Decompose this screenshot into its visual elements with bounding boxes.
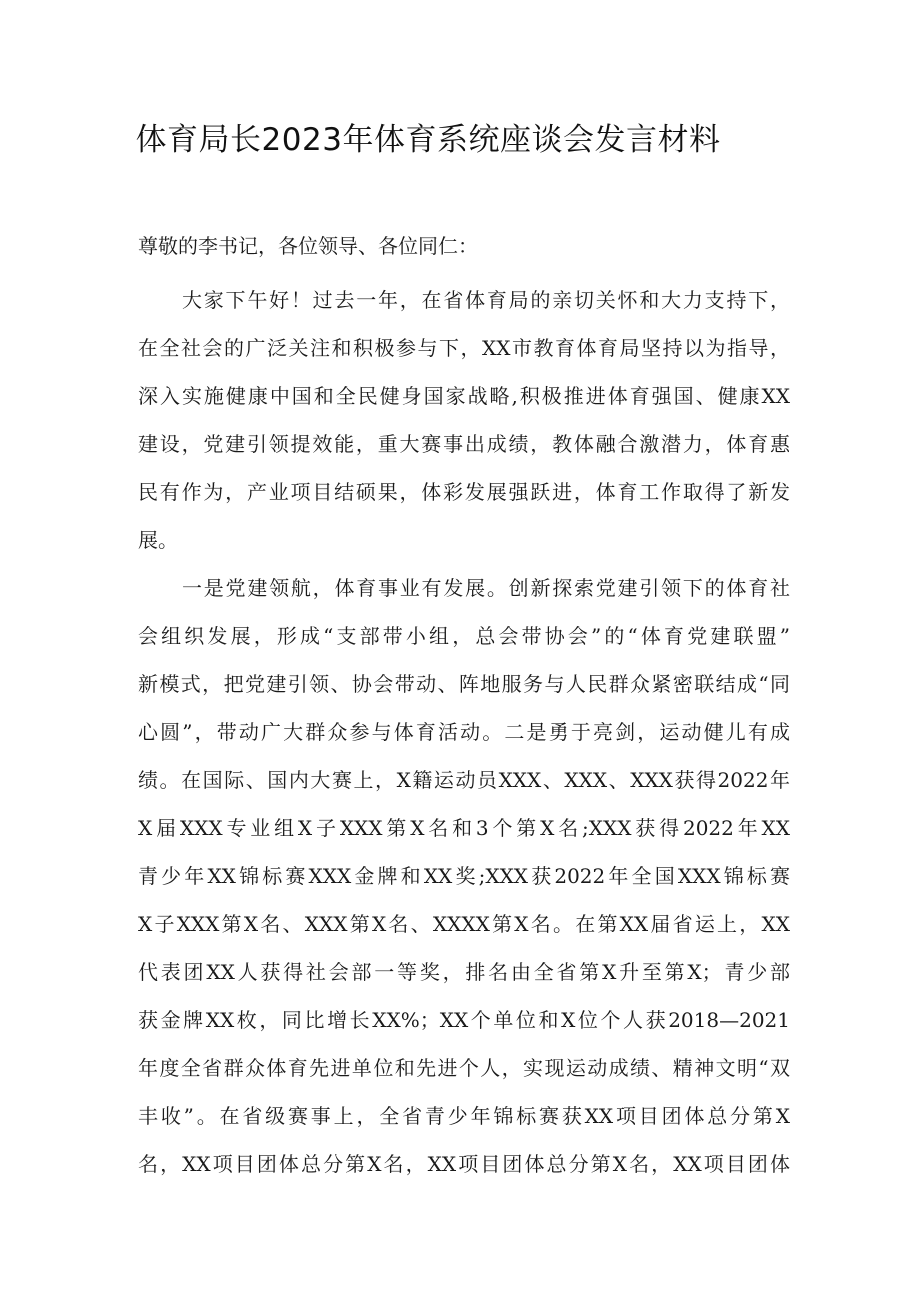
paragraph-achievements bbox=[138, 564, 790, 1188]
paragraph-line: 在全社会的广泛关注和积极参与下，XX市教育体育局坚持以为指导， bbox=[138, 336, 790, 360]
paragraph-intro bbox=[138, 276, 790, 564]
paragraph-line: 心圆”，带动广大群众参与体育活动。二是勇于亮剑，运动健儿有成 bbox=[138, 720, 790, 744]
paragraph-line: 建设，党建引领提效能，重大赛事出成绩，教体融合激潜力，体育惠 bbox=[138, 432, 790, 456]
paragraph-line: X届XXX专业组X子XXX第X名和3个第X名;XXX获得2022年XX bbox=[138, 816, 790, 840]
paragraph-line: 绩。在国际、国内大赛上，X籍运动员XXX、XXX、XXX获得2022年 bbox=[138, 768, 790, 792]
document-title: 体育局长2023年体育系统座谈会发言材料 bbox=[135, 122, 721, 158]
paragraph-line: 民有作为，产业项目结硕果，体彩发展强跃进，体育工作取得了新发 bbox=[138, 480, 790, 504]
paragraph-line: 青少年XX锦标赛XXX金牌和XX奖;XXX获2022年全国XXX锦标赛 bbox=[138, 864, 790, 888]
paragraph-line: X子XXX第X名、XXX第X名、XXXX第X名。在第XX届省运上，XX bbox=[138, 912, 790, 936]
paragraph-line: 大家下午好！过去一年，在省体育局的亲切关怀和大力支持下， bbox=[182, 288, 790, 312]
salutation: 尊敬的李书记，各位领导、各位同仁： bbox=[138, 234, 478, 258]
paragraph-line: 年度全省群众体育先进单位和先进个人，实现运动成绩、精神文明“双 bbox=[138, 1056, 790, 1080]
paragraph-line: 名，XX项目团体总分第X名，XX项目团体总分第X名，XX项目团体 bbox=[138, 1152, 790, 1176]
paragraph-line: 丰收”。在省级赛事上，全省青少年锦标赛获XX项目团体总分第X bbox=[138, 1104, 790, 1128]
paragraph-line: 展。 bbox=[138, 528, 178, 552]
paragraph-line: 新模式，把党建引领、协会带动、阵地服务与人民群众紧密联结成“同 bbox=[138, 672, 790, 696]
paragraph-line: 获金牌XX枚，同比增长XX%；XX个单位和X位个人获2018—2021 bbox=[138, 1008, 790, 1032]
paragraph-line: 一是党建领航，体育事业有发展。创新探索党建引领下的体育社 bbox=[182, 576, 790, 600]
paragraph-line: 代表团XX人获得社会部一等奖，排名由全省第X升至第X；青少部 bbox=[138, 960, 790, 984]
paragraph-line: 会组织发展，形成“支部带小组，总会带协会”的“体育党建联盟” bbox=[138, 624, 790, 648]
paragraph-line: 深入实施健康中国和全民健身国家战略,积极推进体育强国、健康XX bbox=[138, 384, 790, 408]
